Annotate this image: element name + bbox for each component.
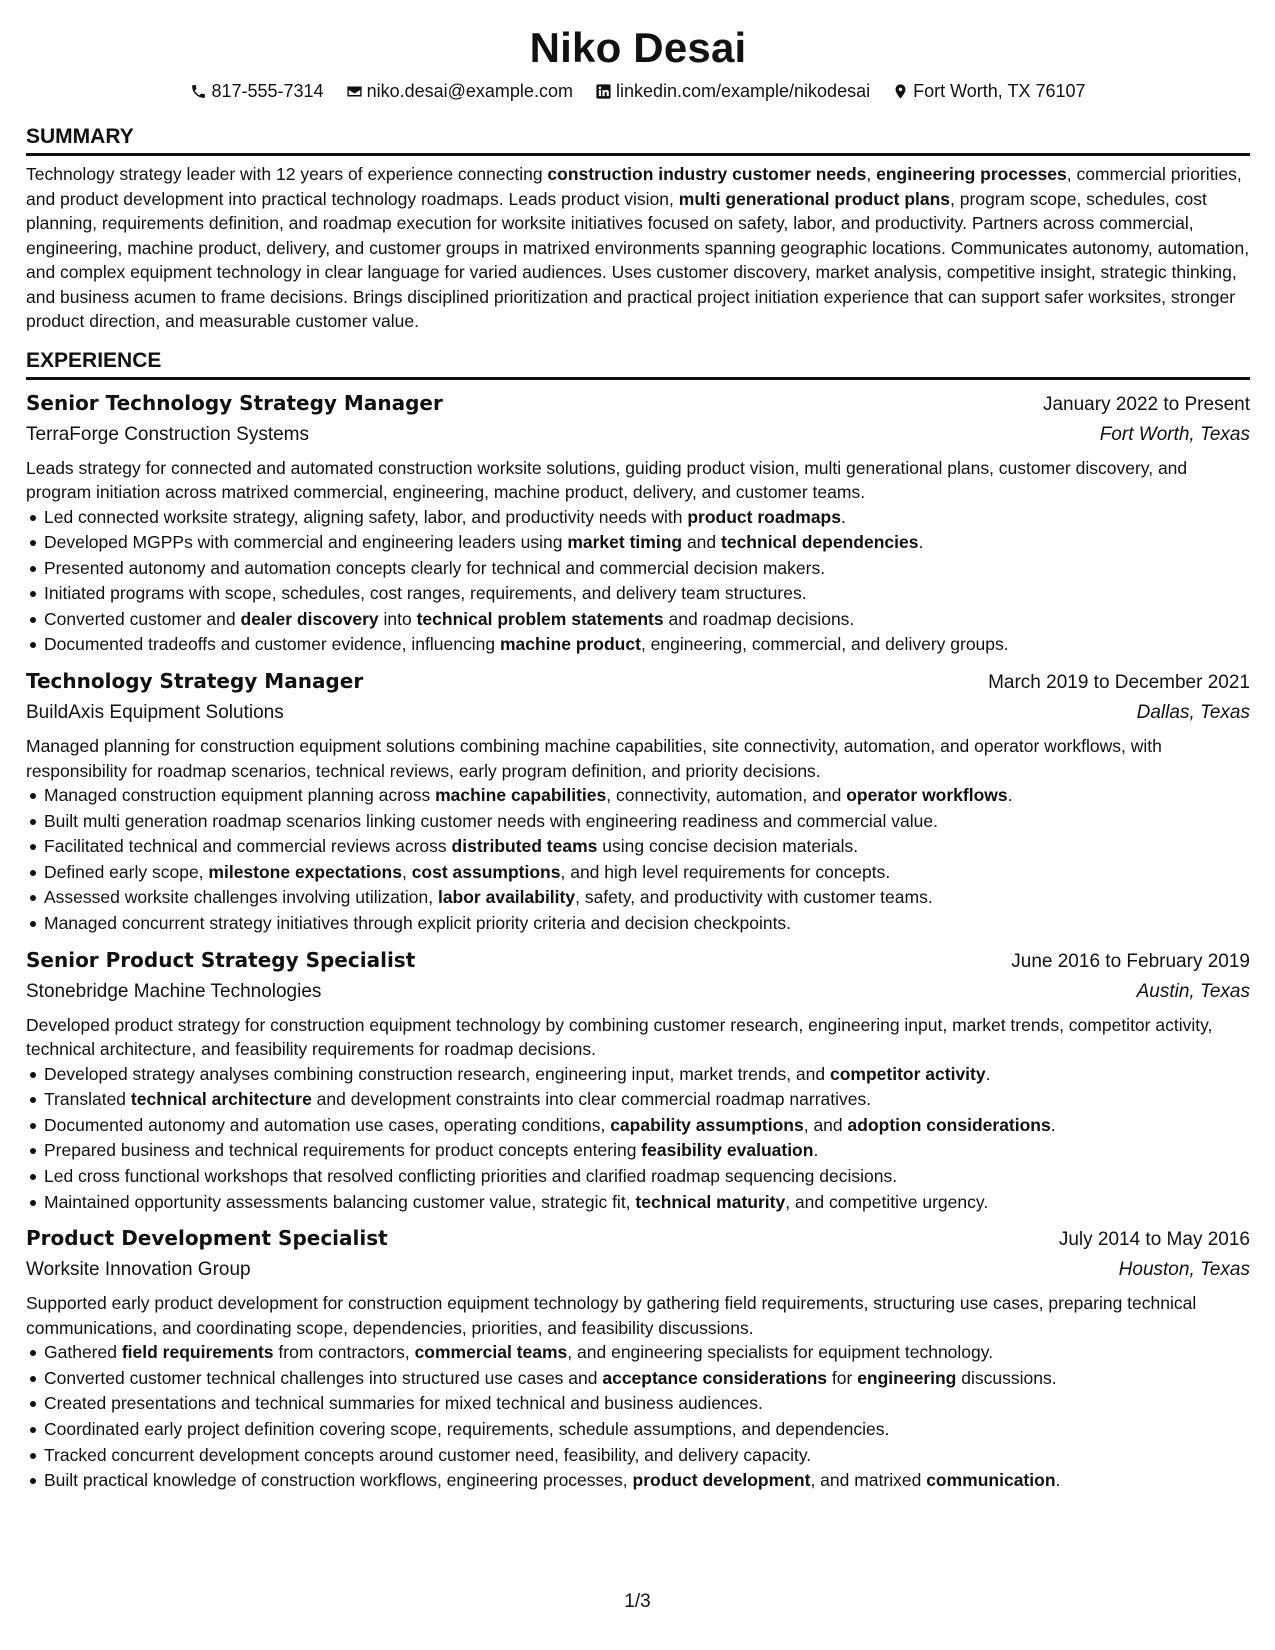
- bold-run: machine capabilities: [435, 785, 607, 806]
- job-bullets: [26, 1340, 1250, 1494]
- text-run: .: [1050, 1114, 1056, 1135]
- job-header: [26, 388, 1250, 420]
- text-run: Led connected worksite strategy, aligning safety, labor, and productivity needs with: [44, 506, 688, 527]
- job-location: Dallas, Texas: [1136, 702, 1250, 724]
- bullet-item: [26, 1443, 1250, 1469]
- experience-heading: EXPERIENCE: [26, 348, 1250, 380]
- bold-run: adoption considerations: [847, 1114, 1051, 1135]
- experience-section: [26, 348, 1250, 1494]
- bold-run: product roadmaps: [687, 506, 841, 527]
- job-title: Senior Product Strategy Specialist: [26, 947, 416, 972]
- bold-run: dealer discovery: [240, 608, 379, 629]
- bullet-item: [26, 911, 1250, 937]
- text-run: ,: [401, 861, 412, 882]
- text-run: and roadmap decisions.: [663, 608, 855, 629]
- text-run: , and engineering specialists for equipment technology.: [567, 1342, 994, 1363]
- text-run: Coordinated early project definition covering scope, requirements, schedule assumptions, and dependencies.: [44, 1418, 890, 1439]
- job-list: [26, 388, 1250, 1494]
- bullet-item: [26, 1391, 1250, 1417]
- resume-name: Niko Desai: [529, 24, 747, 71]
- contact-phone: [190, 78, 323, 104]
- text-run: from contractors,: [273, 1342, 415, 1363]
- bold-run: market timing: [567, 532, 683, 553]
- bullet-item: [26, 860, 1250, 886]
- bullet-item: [26, 1468, 1250, 1494]
- summary-section: [26, 124, 1250, 334]
- bold-run: cost assumptions: [411, 861, 561, 882]
- job-company: TerraForge Construction Systems: [26, 423, 309, 445]
- bold-run: milestone expectations: [208, 861, 402, 882]
- text-run: Managed construction equipment planning across: [44, 785, 436, 806]
- job-title: Senior Technology Strategy Manager: [26, 390, 443, 415]
- text-run: Tracked concurrent development concepts around customer need, feasibility, and delivery capacity.: [44, 1444, 812, 1465]
- text-run: .: [840, 506, 846, 527]
- job-location: Austin, Texas: [1136, 980, 1250, 1002]
- job-entry: [26, 1223, 1250, 1494]
- bullet-item: [26, 632, 1250, 658]
- text-run: , and high level requirements for concepts.: [560, 861, 891, 882]
- bold-run: multi generational product plans: [678, 188, 951, 209]
- text-run: Documented tradeoffs and customer evidence, influencing: [44, 634, 500, 655]
- bold-run: technical problem statements: [416, 608, 664, 629]
- contact-phone-text[interactable]: 817-555-7314: [211, 81, 324, 101]
- contact-location-text: Fort Worth, TX 76107: [913, 81, 1086, 101]
- job-subheader: [26, 420, 1250, 450]
- text-run: , and: [803, 1114, 848, 1135]
- linkedin-icon: [595, 83, 612, 100]
- contact-linkedin-text[interactable]: linkedin.com/example/nikodesai: [615, 81, 871, 101]
- bullet-item: [26, 809, 1250, 835]
- text-run: Developed strategy analyses combining construction research, engineering input, market trends, and: [44, 1063, 830, 1084]
- job-dates: January 2022 to Present: [1042, 393, 1250, 415]
- contact-email-text[interactable]: niko.desai@example.com: [366, 81, 573, 101]
- text-run: Built practical knowledge of construction workflows, engineering processes,: [44, 1470, 633, 1491]
- job-subheader: [26, 1255, 1250, 1285]
- job-dates: March 2019 to December 2021: [988, 672, 1250, 694]
- bold-run: acceptance considerations: [602, 1367, 828, 1388]
- bullet-item: [26, 885, 1250, 911]
- bold-run: technical architecture: [130, 1089, 312, 1110]
- text-run: , commercial priorities, and product development into practical technology roadmaps. Leads product vision,: [26, 164, 1242, 209]
- text-run: Developed MGPPs with commercial and engineering leaders using: [44, 532, 568, 553]
- text-run: Defined early scope,: [44, 861, 209, 882]
- job-subheader: [26, 698, 1250, 728]
- text-run: , program scope, schedules, cost planning, requirements definition, and roadmap execution for worksite initiatives focused on safety, labor, and productivity. Partners across commercial, engineering, machine product, delivery, and customer groups in matrixed environments spanning geographic locations. Communicates autonomy, automation, and complex equipment technology in clear language for varied audiences. Uses customer discovery, market analysis, competitive insight, strategic thinking, and business acumen to frame decisions. Brings disciplined prioritization and practical project initiation experience that can support safer worksites, stronger product direction, and measurable customer value.: [26, 188, 1250, 331]
- job-header: [26, 1223, 1250, 1255]
- text-run: Documented autonomy and automation use cases, operating conditions,: [44, 1114, 611, 1135]
- text-run: and development constraints into clear commercial roadmap narratives.: [311, 1089, 872, 1110]
- job-bullets: [26, 783, 1250, 937]
- bold-run: competitor activity: [830, 1063, 986, 1084]
- job-description: Developed product strategy for construction equipment technology by combining customer research, engineering input, market trends, competitor activity, technical architecture, and feasibility requirements for roadmap decisions.: [26, 1014, 1213, 1060]
- job-header: [26, 666, 1250, 698]
- job-entry: [26, 666, 1250, 937]
- envelope-icon: [346, 83, 363, 100]
- job-subheader: [26, 977, 1250, 1007]
- text-run: discussions.: [956, 1367, 1057, 1388]
- text-run: Converted customer technical challenges into structured use cases and: [44, 1367, 603, 1388]
- text-run: Maintained opportunity assessments balancing customer value, strategic fit,: [44, 1191, 636, 1212]
- bold-run: operator workflows: [846, 785, 1008, 806]
- contact-bar: [26, 78, 1250, 104]
- bold-run: technical dependencies: [721, 532, 919, 553]
- text-run: Created presentations and technical summaries for mixed technical and business audiences.: [44, 1393, 763, 1414]
- text-run: Presented autonomy and automation concepts clearly for technical and commercial decision makers.: [44, 557, 826, 578]
- job-company: BuildAxis Equipment Solutions: [26, 702, 284, 724]
- text-run: , engineering, commercial, and delivery groups.: [640, 634, 1009, 655]
- text-run: .: [1007, 785, 1013, 806]
- bullet-item: [26, 505, 1250, 531]
- text-run: .: [985, 1063, 991, 1084]
- summary-heading: SUMMARY: [26, 124, 1250, 156]
- job-title: Technology Strategy Manager: [26, 669, 364, 694]
- job-entry: [26, 945, 1250, 1216]
- bullet-item: [26, 1164, 1250, 1190]
- bold-run: engineering processes: [876, 164, 1067, 184]
- job-description: Managed planning for construction equipment solutions combining machine capabilities, site connectivity, automation, and operator workflows, with responsibility for roadmap scenarios, technical reviews, early program definition, and priority decisions.: [26, 736, 1162, 781]
- map-pin-icon: [892, 83, 909, 100]
- bold-run: labor availability: [437, 887, 576, 908]
- text-run: Gathered: [44, 1342, 122, 1363]
- bold-run: capability assumptions: [610, 1114, 804, 1135]
- bullet-item: [26, 1087, 1250, 1113]
- bold-run: product development: [632, 1470, 811, 1491]
- bold-run: engineering: [857, 1367, 957, 1388]
- bullet-item: [26, 1113, 1250, 1139]
- text-run: for: [827, 1367, 858, 1388]
- text-run: Assessed worksite challenges involving utilization,: [44, 887, 438, 908]
- bold-run: field requirements: [121, 1342, 274, 1363]
- bullet-item: [26, 530, 1250, 556]
- text-run: Initiated programs with scope, schedules, cost ranges, requirements, and delivery team structures.: [44, 583, 807, 604]
- contact-email: [346, 78, 573, 104]
- text-run: Facilitated technical and commercial reviews across: [44, 836, 452, 857]
- bullet-item: [26, 581, 1250, 607]
- job-entry: [26, 388, 1250, 659]
- text-run: Managed concurrent strategy initiatives through explicit priority criteria and decision checkpoints.: [44, 913, 792, 934]
- bold-run: distributed teams: [451, 836, 598, 857]
- summary-text: [26, 162, 1250, 334]
- phone-icon: [190, 83, 207, 100]
- text-run: using concise decision materials.: [597, 836, 859, 857]
- resume-page: [26, 22, 1250, 1494]
- bold-run: commercial teams: [414, 1342, 568, 1363]
- bold-run: construction industry customer needs: [547, 164, 867, 184]
- text-run: Translated: [44, 1089, 131, 1110]
- job-title: Product Development Specialist: [26, 1226, 388, 1251]
- text-run: , safety, and productivity with customer teams.: [575, 887, 933, 908]
- text-run: into: [378, 608, 417, 629]
- text-run: Converted customer and: [44, 608, 241, 629]
- text-run: .: [1055, 1470, 1061, 1491]
- bold-run: technical maturity: [635, 1191, 786, 1212]
- text-run: Led cross functional workshops that resolved conflicting priorities and clarified roadmap sequencing decisions.: [44, 1166, 898, 1186]
- job-company: Worksite Innovation Group: [26, 1259, 251, 1281]
- text-run: .: [813, 1140, 819, 1161]
- text-run: .: [918, 532, 924, 553]
- job-bullets: [26, 1062, 1250, 1216]
- job-description: Supported early product development for construction equipment technology by gathering field requirements, structuring use cases, preparing technical communications, and coordinating scope, dependencies, priorities, and feasibility discussions.: [26, 1293, 1197, 1338]
- text-run: Technology strategy leader with 12 years of experience connecting: [26, 164, 548, 184]
- bullet-item: [26, 783, 1250, 809]
- job-location: Fort Worth, Texas: [1099, 423, 1250, 445]
- bullet-item: [26, 556, 1250, 582]
- bold-run: feasibility evaluation: [641, 1140, 814, 1161]
- bullet-item: [26, 1190, 1250, 1216]
- bullet-item: [26, 607, 1250, 633]
- text-run: and: [682, 532, 722, 553]
- job-dates: June 2016 to February 2019: [1011, 950, 1250, 972]
- page-number: 1/3: [624, 1591, 651, 1612]
- bullet-item: [26, 834, 1250, 860]
- contact-linkedin: [595, 78, 870, 104]
- text-run: ,: [866, 164, 877, 184]
- job-bullets: [26, 505, 1250, 659]
- bold-run: machine product: [499, 634, 641, 655]
- text-run: , and matrixed: [810, 1470, 927, 1491]
- bullet-item: [26, 1062, 1250, 1088]
- bullet-item: [26, 1138, 1250, 1164]
- bullet-item: [26, 1417, 1250, 1443]
- text-run: , connectivity, automation, and: [606, 785, 847, 806]
- contact-location: [892, 78, 1085, 104]
- job-dates: July 2014 to May 2016: [1058, 1229, 1250, 1251]
- job-location: Houston, Texas: [1118, 1259, 1250, 1281]
- text-run: Prepared business and technical requirements for product concepts entering: [44, 1140, 642, 1161]
- bold-run: communication: [926, 1470, 1056, 1491]
- text-run: Built multi generation roadmap scenarios linking customer needs with engineering readiness and commercial value.: [44, 810, 938, 831]
- job-description: Leads strategy for connected and automated construction worksite solutions, guiding product vision, multi generational plans, customer discovery, and program initiation across matrixed commercial, engineering, machine product, delivery, and customer teams.: [26, 457, 1188, 502]
- bullet-item: [26, 1340, 1250, 1366]
- bullet-item: [26, 1366, 1250, 1392]
- job-company: Stonebridge Machine Technologies: [26, 980, 322, 1002]
- job-header: [26, 945, 1250, 977]
- text-run: , and competitive urgency.: [785, 1191, 989, 1212]
